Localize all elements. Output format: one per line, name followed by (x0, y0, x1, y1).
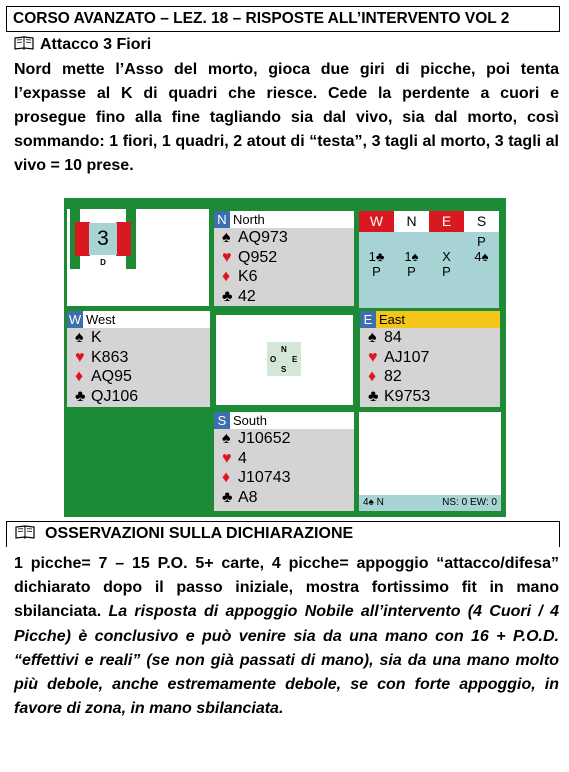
auction-call (359, 234, 394, 249)
east-spades: 84 (384, 329, 402, 346)
west-spades: K (91, 329, 102, 346)
book-icon (14, 36, 34, 50)
east-diamonds: 82 (384, 368, 402, 385)
auction-call: P (442, 264, 451, 279)
diamond-icon: ♦ (75, 368, 84, 385)
auction-col-north: N (394, 211, 429, 232)
compass-south: S (281, 365, 287, 374)
south-diamonds: J10743 (238, 469, 291, 486)
compass-rose (267, 342, 301, 376)
spade-icon: ♠ (368, 329, 377, 346)
west-tag: W (68, 312, 82, 327)
auction-call: 4♠ (474, 249, 489, 264)
east-tag: E (360, 311, 376, 328)
diamond-icon: ♦ (222, 469, 231, 486)
club-icon: ♣ (222, 287, 233, 305)
spade-icon: ♠ (75, 329, 84, 346)
east-hearts: AJ107 (384, 348, 430, 366)
compass-east: E (292, 355, 298, 364)
heart-icon: ♥ (368, 348, 378, 366)
observations-plain: 1 picche= 7 – 15 P.O. 5+ carte, 4 picche= appoggio “attacco/difesa” dichiarato dopo il passo iniziale, mostra fortissimo fit in mano sbilanciata. (14, 555, 559, 621)
west-diamonds: AQ95 (91, 368, 132, 385)
north-name: North (233, 212, 265, 227)
east-name: East (379, 312, 406, 327)
contract: 4♠ N (363, 497, 384, 508)
table-center (216, 315, 353, 405)
section-observations-title: OSSERVAZIONI SULLA DICHIARAZIONE (45, 525, 354, 542)
heart-icon: ♥ (75, 348, 85, 366)
auction-call: P (372, 264, 381, 279)
auction-call (429, 234, 464, 249)
south-name: South (233, 413, 267, 428)
auction-row (359, 234, 499, 249)
auction-col-west: W (359, 211, 394, 232)
observations-italic: La risposta di appoggio Nobile all’intervento (4 Cuori / 4 Picche) è conclusivo e può venire sia da una mano con 16 + P.O.D. “effettivi e reali” (se non già passati di mano), sia da una mano molto più debole, anche estremamente debole, se con forte appoggio, in favore di zona, in mano sbilanciata. (14, 603, 559, 718)
auction-call: X (442, 249, 451, 264)
auction-call (464, 264, 499, 279)
west-hearts: K863 (91, 348, 129, 366)
auction-col-south: S (464, 211, 499, 232)
south-clubs: A8 (238, 488, 258, 506)
diamond-icon: ♦ (222, 268, 231, 285)
south-hearts: 4 (238, 449, 247, 467)
board-number-box (67, 209, 209, 306)
vulnerability-indicator (70, 209, 136, 269)
north-spades: AQ973 (238, 229, 288, 246)
section-attack (14, 34, 151, 56)
compass-west: O (270, 355, 277, 364)
club-icon: ♣ (75, 387, 86, 405)
section-observations-header (6, 521, 560, 547)
auction-call: P (407, 264, 416, 279)
heart-icon: ♥ (222, 449, 232, 467)
result-box (359, 412, 501, 511)
auction-col-east: E (429, 211, 464, 232)
book-icon (15, 525, 35, 539)
north-hand (214, 211, 354, 306)
bridge-board (64, 198, 506, 517)
dealer-marker: D (100, 258, 106, 267)
section-attack-text: Nord mette l’Asso del morto, gioca due giri di picche, poi tenta l’expasse al K di quadri che riesce. Cede la perdente a cuori e prosegue fino alla fine tagliando sia dal vivo, sia dal morto, così sommando: 1 fiori, 1 quadri, 2 atout di “testa”, 3 tagli al morto, 3 tagli al vivo = 10 prese. (14, 61, 559, 174)
section-attack-title: Attacco 3 Fiori (40, 36, 152, 53)
west-name: West (86, 312, 116, 327)
auction-row (359, 249, 499, 264)
score: NS: 0 EW: 0 (442, 497, 497, 508)
auction-header (359, 211, 499, 232)
east-clubs: K9753 (384, 387, 431, 405)
west-hand (67, 311, 210, 407)
spade-icon: ♠ (222, 229, 231, 246)
spade-icon: ♠ (222, 430, 231, 447)
auction-call (394, 234, 429, 249)
club-icon: ♣ (222, 488, 233, 506)
heart-icon: ♥ (222, 248, 232, 266)
club-icon: ♣ (368, 387, 379, 405)
south-tag: S (214, 412, 230, 429)
diamond-icon: ♦ (368, 368, 377, 385)
auction-box (359, 211, 499, 308)
auction-call: 1♠ (404, 249, 419, 264)
north-tag: N (214, 211, 230, 228)
south-spades: J10652 (238, 430, 291, 447)
auction-row (359, 264, 499, 279)
board-number: 3 (89, 223, 117, 255)
east-hand (360, 311, 500, 407)
vul-red-left (75, 222, 90, 256)
lesson-header: CORSO AVANZATO – LEZ. 18 – RISPOSTE ALL’INTERVENTO VOL 2 (6, 6, 560, 32)
result-bar (359, 495, 501, 511)
section-observations-text (14, 552, 559, 721)
north-hearts: Q952 (238, 248, 278, 266)
vul-red-right (116, 222, 131, 256)
north-diamonds: K6 (238, 268, 258, 285)
compass-north: N (281, 345, 287, 354)
south-hand (214, 412, 354, 511)
north-clubs: 42 (238, 287, 256, 305)
auction-call: P (477, 234, 486, 249)
west-clubs: QJ106 (91, 387, 139, 405)
auction-call: 1♣ (368, 249, 385, 264)
